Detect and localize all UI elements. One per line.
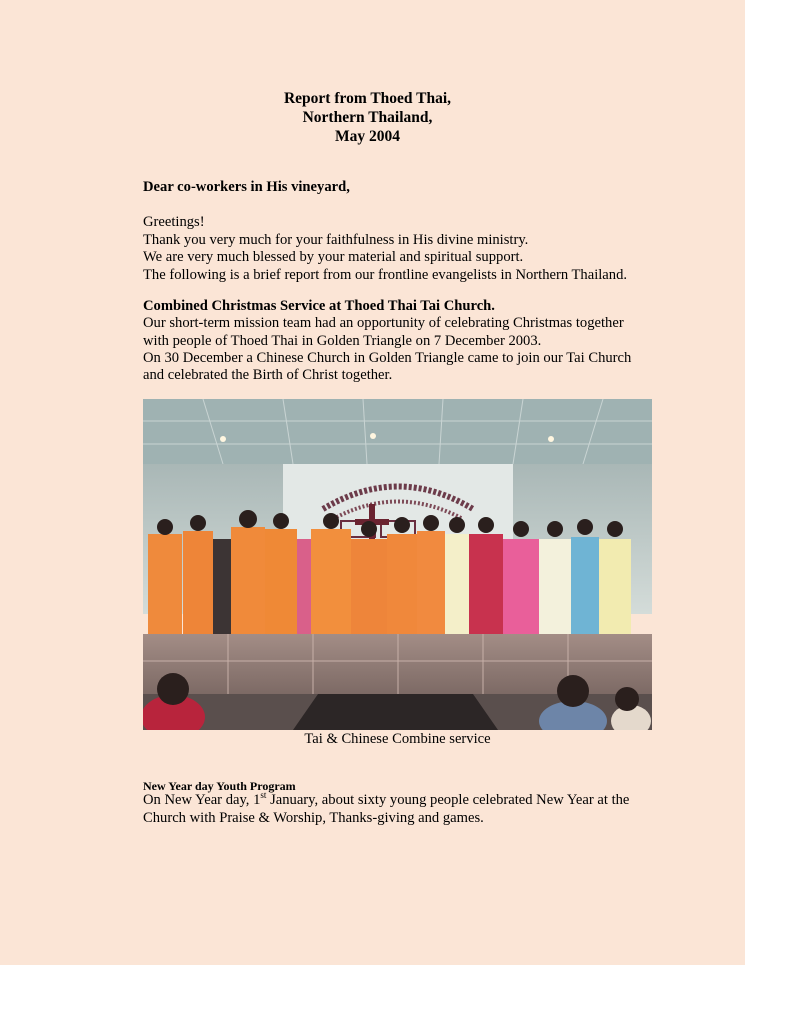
intro-line-3: We are very much blessed by your material and spiritual support. (143, 249, 524, 265)
report-title (0, 89, 735, 146)
intro-line-1: Greetings! (143, 214, 205, 230)
salutation: Dear co-workers in His vineyard, (143, 179, 350, 195)
christmas-service-photo (143, 399, 652, 730)
new-year-line-1-end: January, about sixty young people celebrated New Year at the (266, 792, 630, 808)
title-line-3: May 2004 (334, 128, 400, 145)
new-year-line-2: Church with Praise & Worship, Thanks-giving and games. (143, 810, 484, 826)
christmas-line-3: On 30 December a Chinese Church in Golden Triangle came to join our Tai Church (143, 350, 632, 366)
christmas-line-1: Our short-term mission team had an opportunity of celebrating Christmas together (143, 315, 624, 331)
new-year-line-1-start: On New Year day, 1 (143, 792, 261, 808)
intro-line-2: Thank you very much for your faithfulness in His divine ministry. (143, 232, 529, 248)
christmas-line-2: with people of Thoed Thai in Golden Triangle on 7 December 2003. (143, 333, 542, 349)
new-year-line-1 (143, 792, 629, 810)
ordinal-suffix: st (260, 790, 267, 801)
title-line-1: Report from Thoed Thai, (283, 90, 452, 107)
photo-caption: Tai & Chinese Combine service (304, 731, 491, 747)
christmas-line-4: and celebrated the Birth of Christ together. (143, 367, 393, 383)
christmas-heading: Combined Christmas Service at Thoed Thai Tai Church. (143, 298, 495, 314)
title-line-2: Northern Thailand, (302, 109, 433, 126)
new-year-heading: New Year day Youth Program (143, 779, 296, 793)
intro-line-4: The following is a brief report from our frontline evangelists in Northern Thailand. (143, 267, 628, 283)
